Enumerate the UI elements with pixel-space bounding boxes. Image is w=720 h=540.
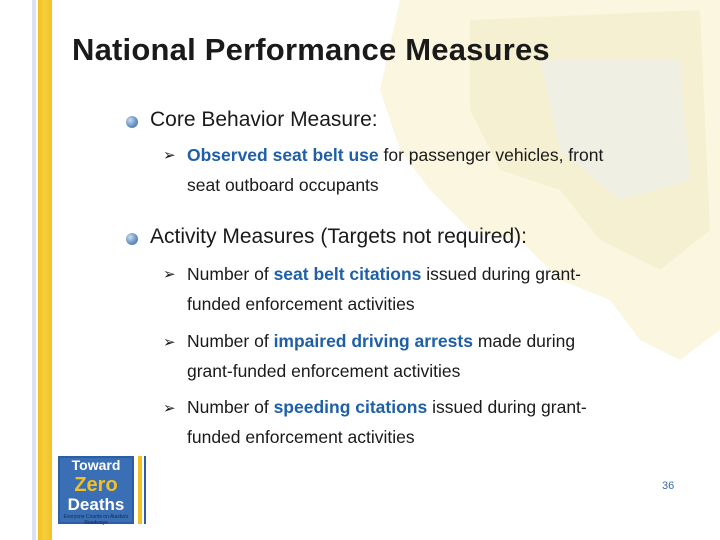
activity-item-text-line2: funded enforcement activities xyxy=(187,294,415,314)
activity-item-prefix: Number of xyxy=(187,331,274,351)
core-measure-highlight: Observed seat belt use xyxy=(187,145,379,165)
slide-title: National Performance Measures xyxy=(72,32,550,67)
arrow-bullet-icon: ➢ xyxy=(163,266,176,283)
activity-item-highlight: impaired driving arrests xyxy=(273,331,473,351)
page-number: 36 xyxy=(662,480,675,492)
logo-line-3: Deaths xyxy=(67,495,125,514)
toward-zero-deaths-logo xyxy=(58,456,148,528)
activity-item-highlight: seat belt citations xyxy=(273,264,422,284)
arrow-bullet-icon: ➢ xyxy=(163,147,176,164)
activity-item-text-line2: grant-funded enforcement activities xyxy=(187,361,461,381)
blue-sphere-bullet-icon xyxy=(126,233,138,245)
activity-measure-item xyxy=(187,326,667,386)
core-measure-item xyxy=(187,140,667,200)
arrow-bullet-icon: ➢ xyxy=(163,334,176,351)
left-accent-stripe xyxy=(32,0,36,540)
activity-item-highlight: speeding citations xyxy=(273,397,428,417)
activity-item-prefix: Number of xyxy=(187,264,274,284)
activity-item-text: issued during grant- xyxy=(427,397,587,417)
logo-line-1: Toward xyxy=(71,457,121,473)
blue-sphere-bullet-icon xyxy=(126,116,138,128)
activity-measure-item xyxy=(187,392,667,452)
core-measure-text-line2: seat outboard occupants xyxy=(187,175,379,195)
activity-item-text: made during xyxy=(472,331,576,351)
activity-item-text: issued during grant- xyxy=(421,264,581,284)
activity-item-text-line2: funded enforcement activities xyxy=(187,427,415,447)
activity-item-prefix: Number of xyxy=(187,397,274,417)
core-measure-heading: Core Behavior Measure: xyxy=(150,108,378,131)
core-measure-text: for passenger vehicles, front xyxy=(378,145,604,165)
activity-measures-heading: Activity Measures (Targets not required): xyxy=(150,225,527,248)
logo-line-2: Zero xyxy=(74,474,118,496)
arrow-bullet-icon: ➢ xyxy=(163,400,176,417)
activity-measure-item xyxy=(187,259,667,319)
logo-tagline: Everyone Counts on Alaska's Roadways xyxy=(63,514,129,526)
left-yellow-bar xyxy=(38,0,52,540)
